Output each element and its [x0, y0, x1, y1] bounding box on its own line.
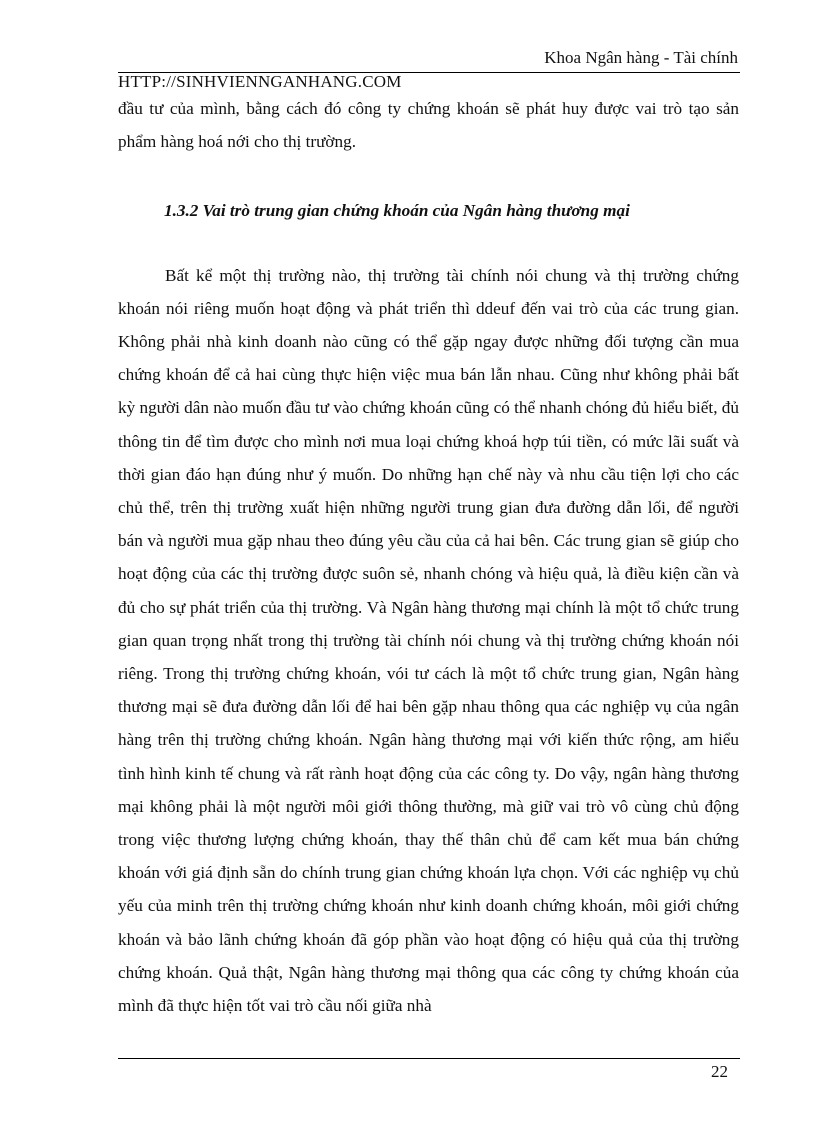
page-number: 22: [711, 1062, 728, 1081]
page-content: [118, 92, 739, 1022]
section-heading: 1.3.2 Vai trò trung gian chứng khoán của Ngân hàng thương mại: [164, 201, 630, 221]
footer-divider: [118, 1058, 740, 1059]
site-url-watermark: HTTP://SINHVIENNGANHANG.COM: [118, 72, 402, 91]
intro-paragraph: đầu tư của mình, bằng cách đó công ty chứng khoán sẽ phát huy được vai trò tạo sản phẩm hàng hoá nới cho thị trường.: [118, 99, 739, 152]
header-department: Khoa Ngân hàng - Tài chính: [544, 48, 738, 67]
main-paragraph: Bất kể một thị trường nào, thị trường tài chính nói chung và thị trường chứng khoán nói riêng muốn hoạt động và phát triển thì ddeuf đến vai trò của các trung gian. Không phải nhà kinh doanh nào cũng có thể gặp ngay được những đối tượng cần mua chứng khoán để cả hai cùng thực hiện việc mua bán lẫn nhau. Cũng như không phải bất kỳ người dân nào muốn đầu tư vào chứng khoán cũng có thể nhanh chóng đủ hiểu biết, đủ thông tin để tìm được cho mình nơi mua loại chứng khoá hợp túi tiền, có mức lãi suất và thời gian đáo hạn đúng như ý muốn. Do những hạn chế này và nhu cầu tiện lợi cho các chủ thể, trên thị trường xuất hiện những người trung gian đưa đường dẫn lối, để người bán và người mua gặp nhau theo đúng yêu cầu của cả hai bên. Các trung gian sẽ giúp cho hoạt động của các thị trường được suôn sẻ, nhanh chóng và hiệu quả, là điều kiện cần và đủ cho sự phát triển của thị trường. Và Ngân hàng thương mại chính là một tổ chức trung gian quan trọng nhất trong thị trường tài chính nói chung và thị trường chứng khoán nói riêng. Trong thị trường chứng khoán, vói tư cách là một tổ chức trung gian, Ngân hàng thương mại sẽ đưa đường dẫn lối để hai bên gặp nhau thông qua các nghiệp vụ của ngân hàng trên thị trường chứng khoán. Ngân hàng thương mại với kiến thức rộng, am hiểu tình hình kinh tế chung và rất rành hoạt động của các công ty. Do vậy, ngân hàng thương mại không phải là một người môi giới thông thường, mà giữ vai trò vô cùng chủ động trong việc thương lượng chứng khoán, thay thế thân chủ để cam kết mua bán chứng khoán với giá định sẵn do chính trung gian chứng khoán lựa chọn. Với các nghiệp vụ chủ yếu của minh trên thị trường chứng khoán như kinh doanh chứng khoán, môi giới chứng khoán và bảo lãnh chứng khoán đã góp phần vào hoạt động có hiệu quả của thị trường chứng khoán. Quả thật, Ngân hàng thương mại thông qua các công ty chứng khoán của mình đã thực hiện tốt vai trò cầu nối giữa nhà: [118, 265, 739, 1016]
